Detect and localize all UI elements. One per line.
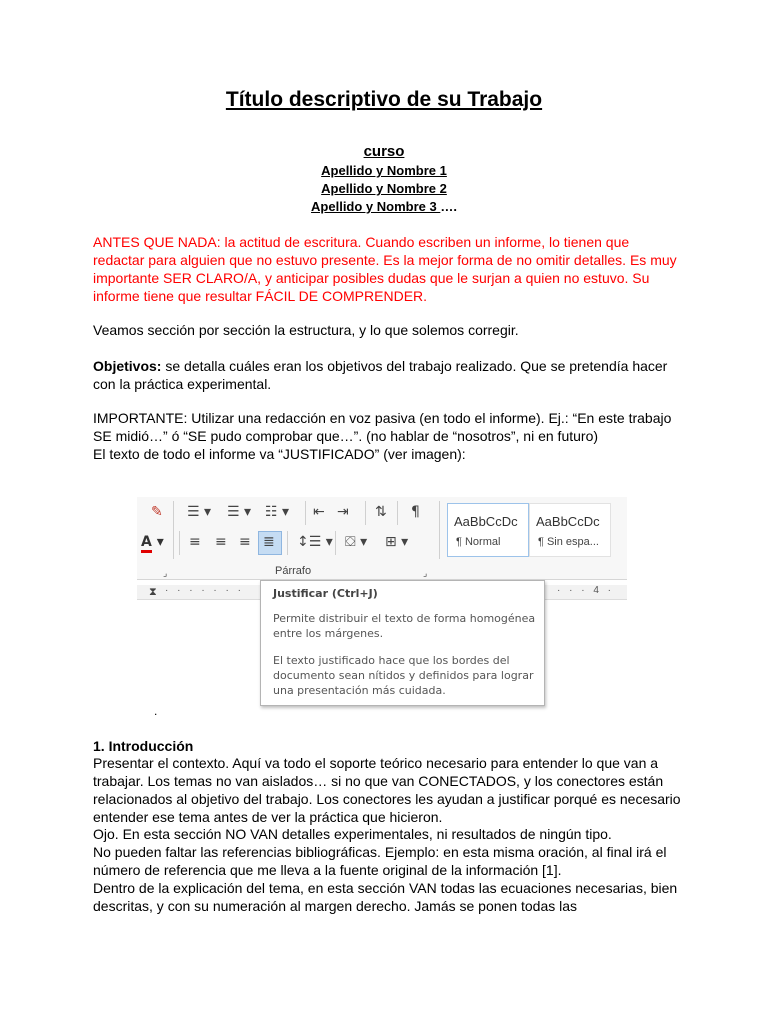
objectives-paragraph: Objetivos: se detalla cuáles eran los objetivos del trabajo realizado. Que se pretendía hacer con la práctica experimental. bbox=[93, 358, 668, 392]
objectives-label: Objetivos: bbox=[93, 358, 162, 374]
dialog-launcher-icon[interactable]: ⌟ bbox=[163, 569, 168, 579]
font-color-icon: A ▾ bbox=[141, 535, 164, 549]
numbering-icon: ☰ ▾ bbox=[227, 504, 252, 520]
separator bbox=[287, 531, 288, 555]
introduction-heading: 1. Introducción bbox=[93, 738, 194, 754]
separator bbox=[397, 501, 398, 525]
justify-tooltip bbox=[260, 580, 545, 706]
bullets-icon: ☰ ▾ bbox=[187, 504, 212, 520]
tooltip-line-1: Permite distribuir el texto de forma homogénea entre los márgenes. bbox=[273, 612, 536, 640]
style-no-spacing[interactable]: AaBbCcDc ¶ Sin espa... bbox=[529, 503, 611, 557]
structure-note: Veamos sección por sección la estructura, y lo que solemos corregir. bbox=[93, 322, 519, 338]
course-label: curso bbox=[363, 143, 405, 160]
increase-indent-icon: ⇥ bbox=[337, 504, 349, 520]
document-title: Título descriptivo de su Trabajo bbox=[225, 88, 543, 111]
multilevel-list-icon: ☷ ▾ bbox=[265, 504, 290, 520]
borders-icon: ⊞ ▾ bbox=[385, 534, 409, 550]
separator bbox=[305, 501, 306, 525]
tooltip-title: Justificar (Ctrl+J) bbox=[273, 587, 378, 600]
shading-icon: ⛋ ▾ bbox=[345, 534, 368, 550]
separator bbox=[179, 531, 180, 555]
pilcrow-icon: ¶ bbox=[411, 504, 420, 520]
dialog-launcher-icon[interactable]: ⌟ bbox=[423, 569, 428, 579]
ruler-ticks-right: · · · 4 · bbox=[557, 585, 614, 596]
author-1: Apellido y Nombre 1 bbox=[321, 163, 447, 178]
writing-attitude-warning: ANTES QUE NADA: la actitud de escritura. Cuando escriben un informe, lo tienen que redactar para alguien que no estuvo presente. Es la mejor forma de no omitir detalles. Es muy importante SER CLARO/A, y anticipar posibles dudas que le surjan a quien no estuvo. Su informe tiene que resultar FÁCIL DE COMPRENDER. bbox=[93, 234, 677, 304]
line-spacing-icon: ↕☰ ▾ bbox=[297, 534, 333, 550]
justify-button[interactable] bbox=[258, 531, 282, 555]
introduction-references: No pueden faltar las referencias bibliográficas. Ejemplo: en esta misma oración, al final irá el número de referencia que me lleva a la fuente original de la información [1]. bbox=[93, 844, 667, 878]
justify-note: El texto de todo el informe va “JUSTIFICADO” (ver imagen): bbox=[93, 446, 466, 462]
stray-dot: . bbox=[154, 704, 158, 718]
separator bbox=[335, 531, 336, 555]
introduction-text: Presentar el contexto. Aquí va todo el soporte teórico necesario para entender lo que van a trabajar. Los temas no van aislados… si no que van CONECTADOS, y los conectores están relacionados al objetivo del trabajo. Los conectores les ayudan a justificar porqué es necesario entender ese tema antes de ver la práctica que hicieron. bbox=[93, 755, 681, 825]
indent-marker-icon[interactable]: ⧗ bbox=[149, 585, 157, 598]
align-center-icon: ≡ bbox=[215, 534, 227, 550]
justify-icon: ≣ bbox=[263, 534, 275, 550]
separator bbox=[365, 501, 366, 525]
important-paragraph: IMPORTANTE: Utilizar una redacción en voz pasiva (en todo el informe). Ej.: “En este trabajo SE midió…” ó “SE pudo comprobar que…”. (no hablar de “nosotros”, ni en futuro) bbox=[93, 410, 672, 444]
align-left-icon: ≡ bbox=[189, 534, 201, 550]
paragraph-group-label: Párrafo bbox=[275, 565, 312, 577]
sort-icon: ⇅ bbox=[375, 504, 387, 520]
decrease-indent-icon: ⇤ bbox=[313, 504, 325, 520]
separator bbox=[173, 501, 174, 559]
introduction-equations: Dentro de la explicación del tema, en esta sección VAN todas las ecuaciones necesarias, bien descritas, y con su numeración al margen derecho. Jamás se ponen todas las bbox=[93, 880, 678, 914]
ruler-ticks-left: · · · · · · · bbox=[165, 585, 244, 596]
separator bbox=[439, 501, 440, 559]
align-right-icon: ≡ bbox=[239, 534, 251, 550]
introduction-note: Ojo. En esta sección NO VAN detalles experimentales, ni resultados de ningún tipo. bbox=[93, 826, 612, 842]
author-2: Apellido y Nombre 2 bbox=[321, 181, 447, 196]
tooltip-line-2: El texto justificado hace que los bordes del documento sean nítidos y definidos para lograr una presentación más cuidada. bbox=[273, 654, 534, 697]
author-3: Apellido y Nombre 3 …. bbox=[311, 199, 457, 214]
style-normal[interactable]: AaBbCcDc ¶ Normal bbox=[447, 503, 529, 557]
eraser-icon: ✎ bbox=[151, 504, 163, 520]
